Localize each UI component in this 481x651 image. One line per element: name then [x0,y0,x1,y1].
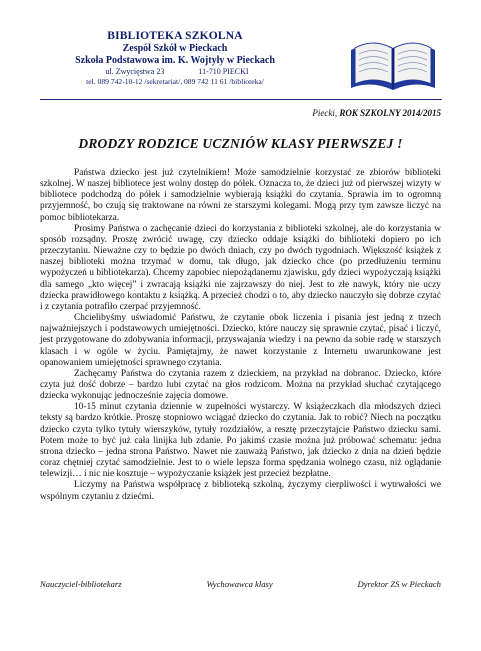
paragraph: Państwa dziecko jest już czytelnikiem! Może samodzielnie korzystać ze zbiorów biblioteki szkolnej. W naszej bibliotece jest wolny dostęp do półek. Oznacza to, że dzieci już od pierwszej wizyty w bibliotece podchodzą do półek i samodzielnie wybierają książki do czytania. Sprawia im to ogromną przyjemność, bo czują się traktowane na równi ze starszymi kolegami. Mogą przy tym zawsze liczyć na pomoc bibliotekarza. [40,168,441,223]
school-year: ROK SZKOLNY 2014/2015 [339,108,441,118]
open-book-icon [347,36,439,94]
paragraph: Prosimy Państwa o zachęcanie dzieci do korzystania z biblioteki szkolnej, ale do korzystania w sposób rozsądny. Proszę zwrócić uwagę, czy dziecko oddaje książki do biblioteki dopiero po ich przeczytaniu. Nieważne czy to będzie po dwóch dniach, czy po dwóch tygodniach. Większość książek z naszej biblioteki można trzymać w domu, tak długo, jak dziecko chce (po przedłużeniu terminu wypożyczeń u bibliotekarza). Chcemy zapobiec niepożądanemu zjawisku, gdy dzieci wypożyczają książki dla samego „kto więcej” i zwracają książki nie zajrzawszy do niej. Jest to złe nawyk, który nie uczy dziecka prawidłowego kontaktu z książką. A przecież chodzi o to, aby dziecko nauczyło się dobrze czytać i z czytania potrafiło czerpać przyjemność. [40,223,441,312]
library-title: BIBLIOTEKA SZKOLNA [107,30,243,42]
paragraph: Chcielibyśmy uświadomić Państwu, że czytanie obok liczenia i pisania jest jedną z trzech najważniejszych i podstawowych umiejętności. Dziecko, które nauczy się sprawnie czytać, pisać i liczyć, jest przygotowane do zdobywania informacji, przyswajania wiedzy i na pewno da sobie radę w starszych klasach i w ogóle w życiu. Pamiętajmy, że nawet korzystanie z Internetu uwarunkowane jest opanowaniem umiejętności sprawnego czytania. [40,313,441,368]
phone-numbers: tel. 089 742-10-12 /sekretariat/, 089 742 11 61 /biblioteka/ [86,77,264,86]
paragraph: Zachęcamy Państwa do czytania razem z dzieckiem, na przykład na dobranoc. Dziecko, które czyta już dość dobrze – bardzo lubi czytać na głos rodzicom. Można na przykład słuchać czytającego dziecka wykonując jednocześnie zajęcia domowe. [40,368,441,402]
header-divider [40,99,442,100]
school-complex-name: Zespół Szkół w Pieckach [122,43,228,54]
letter-heading: DRODZY RODZICE UCZNIÓW KLASY PIERWSZEJ ! [78,136,403,151]
street-address: ul. Zwycięstwa 23 [105,67,165,76]
address-line [40,67,310,77]
signature-librarian: Nauczyciel-bibliotekarz [40,579,122,589]
signature-line [40,579,441,589]
letterhead [40,29,310,87]
date-place: Piecki, [312,108,338,118]
signature-director: Dyrektor ZS w Pieckach [357,579,441,589]
primary-school-name: Szkoła Podstawowa im. K. Wojtyły w Pieckach [75,55,275,66]
date-line [312,108,441,118]
signature-class-teacher: Wychowawca klasy [206,579,273,589]
paragraph: Liczymy na Państwa współpracę z biblioteką szkolną, życzymy cierpliwości i wytrwałości we wspólnym czytaniu z dziećmi. [40,480,441,502]
letter-body [40,168,441,503]
postal-city: 11-710 PIECKI [198,67,249,76]
paragraph: 10-15 minut czytania dziennie w zupełności wystarczy. W książeczkach dla młodszych dzieci teksty są bardzo krótkie. Proszę stopniowo wciągać dziecko do czytania. Jak to robić? Niech na początku dziecko czyta tylko tytuły wierszyków, tytuły rozdziałów, a resztę przeczytajcie Państwo dziecku sami. Potem może to być już cała linijka lub zdanie. Po jakimś czasie można już próbować schematu: jedna strona dziecko – jedna strona Państwo. Nawet nie zauważą Państwo, jak dziecko z dnia na dzień będzie coraz chętniej czytać samodzielnie. Jest to o wiele lepsza forma spędzania wolnego czasu, niż oglądanie telewizji… i nic nie kosztuje – wypożyczanie książek jest przecież bezpłatne. [40,402,441,480]
